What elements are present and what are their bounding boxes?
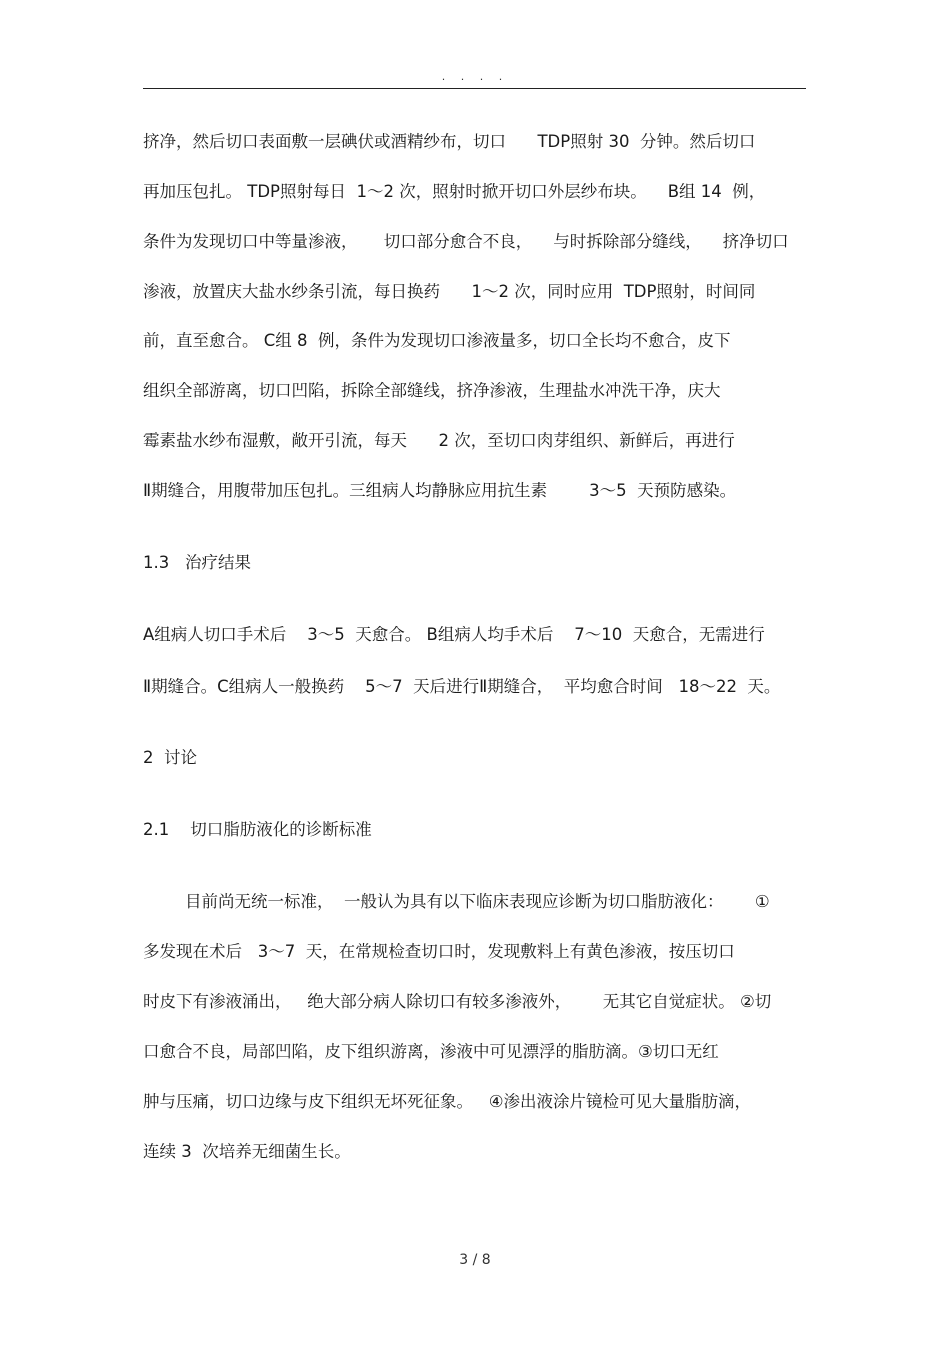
- text-line: 口愈合不良，局部凹陷，皮下组织游离，渗液中可见漂浮的脂肪滴。③切口无红: [143, 1042, 719, 1061]
- text-line: 目前尚无统一标准， 一般认为具有以下临床表现应诊断为切口脂肪液化： ①: [143, 892, 770, 911]
- section-heading-1-3: 1.3 治疗结果: [143, 553, 251, 572]
- text-line: 挤净，然后切口表面敷一层碘伏或酒精纱布，切口 TDP照射 30 分钟。然后切口: [143, 132, 756, 151]
- text-line: 连续 3 次培养无细菌生长。: [143, 1142, 351, 1161]
- text-line: 再加压包扎。 TDP照射每日 1～2 次，照射时掀开切口外层纱布块。 B组 14 例，: [143, 182, 766, 201]
- section-heading-2-1: 2.1 切口脂肪液化的诊断标准: [143, 820, 372, 839]
- page-number: 3 / 8: [459, 1252, 491, 1268]
- header-rule: [143, 88, 806, 89]
- header-dots: . . . .: [441, 70, 509, 83]
- text-line: 肿与压痛，切口边缘与皮下组织无坏死征象。 ④渗出液涂片镜检可见大量脂肪滴，: [143, 1092, 752, 1111]
- text-line: 时皮下有渗液涌出， 绝大部分病人除切口有较多渗液外， 无其它自觉症状。 ②切: [143, 992, 772, 1011]
- text-line: Ⅱ期缝合。C组病人一般换药 5～7 天后进行Ⅱ期缝合， 平均愈合时间 18～22 天。: [143, 677, 781, 696]
- text-line: 霉素盐水纱布湿敷，敞开引流，每天 2 次，至切口肉芽组织、新鲜后，再进行: [143, 431, 735, 450]
- text-line: A组病人切口手术后 3～5 天愈合。 B组病人均手术后 7～10 天愈合，无需进行: [143, 625, 765, 644]
- section-heading-2: 2 讨论: [143, 748, 197, 767]
- text-line: Ⅱ期缝合，用腹带加压包扎。三组病人均静脉应用抗生素 3～5 天预防感染。: [143, 481, 737, 500]
- text-line: 条件为发现切口中等量渗液， 切口部分愈合不良， 与时拆除部分缝线， 挤净切口: [143, 232, 789, 251]
- text-line: 组织全部游离，切口凹陷，拆除全部缝线，挤净渗液，生理盐水冲洗干净，庆大: [143, 381, 721, 400]
- text-line: 前，直至愈合。 C组 8 例，条件为发现切口渗液量多，切口全长均不愈合，皮下: [143, 331, 731, 350]
- text-line: 渗液，放置庆大盐水纱条引流，每日换药 1～2 次，同时应用 TDP照射，时间同: [143, 282, 756, 301]
- text-line: 多发现在术后 3～7 天，在常规检查切口时，发现敷料上有黄色渗液，按压切口: [143, 942, 735, 961]
